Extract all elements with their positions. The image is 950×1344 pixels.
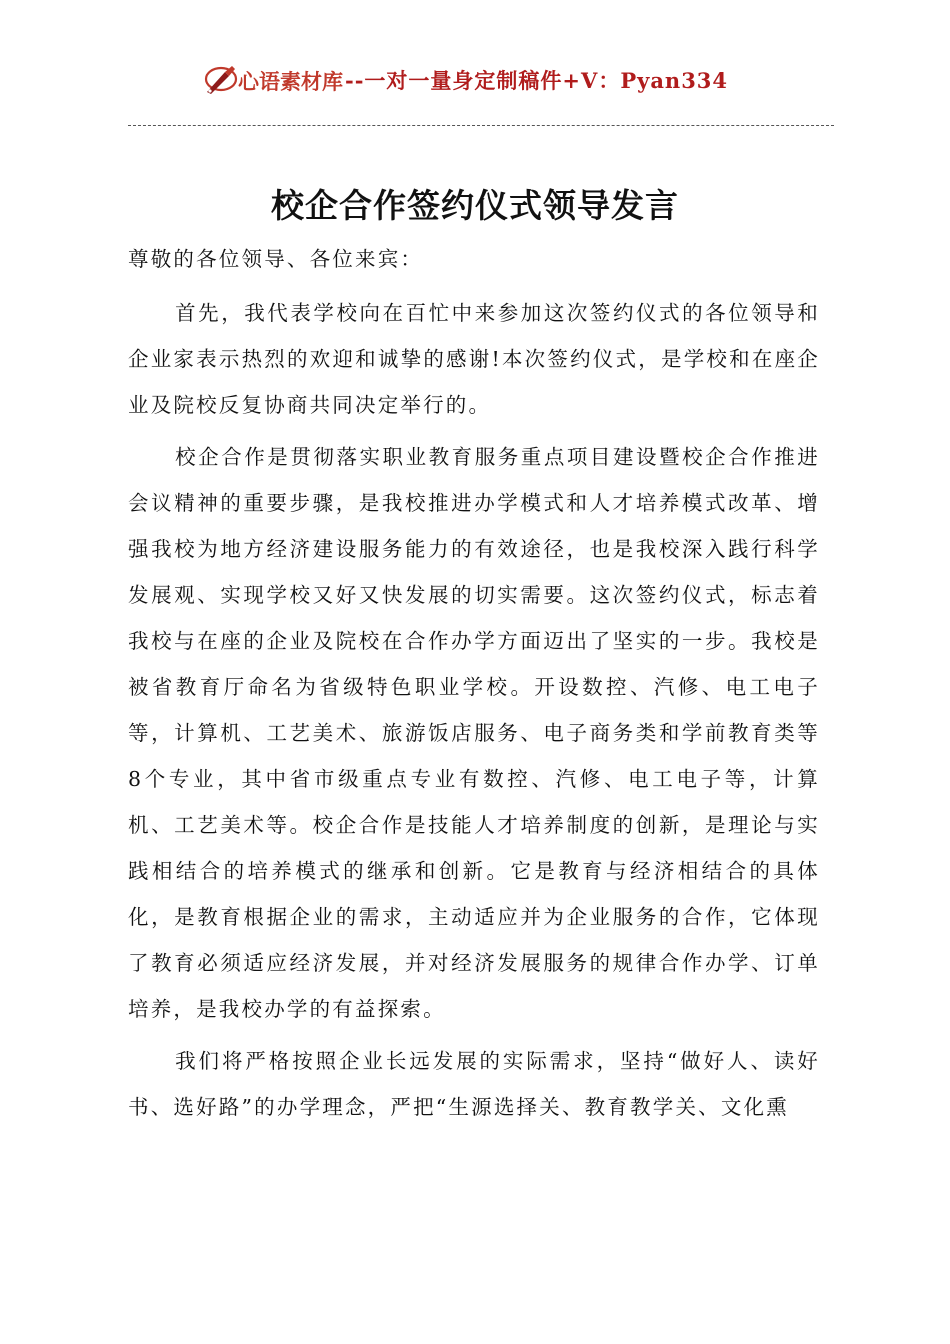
pen-nib-logo-icon (201, 62, 241, 96)
document-title: 校企合作签约仪式领导发言 (271, 186, 679, 225)
brand-name: 心语素材库 (238, 69, 343, 94)
header-slogan: --一对一量身定制稿件+V：Pyan334 (345, 68, 729, 93)
header-divider (128, 125, 834, 126)
paragraph: 我们将严格按照企业长远发展的实际需求，坚持“做好人、读好书、选好路”的办学理念，严把“生源选择关、教育教学关、文化熏 (128, 1049, 820, 1119)
document-body (128, 236, 820, 1136)
page-header (0, 58, 950, 104)
paragraph: 首先，我代表学校向在百忙中来参加这次签约仪式的各位领导和企业家表示热烈的欢迎和诚挚的感谢!本次签约仪式，是学校和在座企业及院校反复协商共同决定举行的。 (128, 301, 820, 417)
paragraph: 校企合作是贯彻落实职业教育服务重点项目建设暨校企合作推进会议精神的重要步骤，是我校推进办学模式和人才培养模式改革、增强我校为地方经济建设服务能力的有效途径，也是我校深入践行科学发展观、实现学校又好又快发展的切实需要。这次签约仪式，标志着我校与在座的企业及院校在合作办学方面迈出了坚实的一步。我校是被省教育厅命名为省级特色职业学校。开设数控、汽修、电工电子等，计算机、工艺美术、旅游饭店服务、电子商务类和学前教育类等8个专业，其中省市级重点专业有数控、汽修、电工电子等，计算机、工艺美术等。校企合作是技能人才培养制度的创新，是理论与实践相结合的培养模式的继承和创新。它是教育与经济相结合的具体化，是教育根据企业的需求，主动适应并为企业服务的合作，它体现了教育必须适应经济发展，并对经济发展服务的规律合作办学、订单培养，是我校办学的有益探索。 (128, 445, 820, 1021)
salutation: 尊敬的各位领导、各位来宾： (128, 247, 424, 271)
